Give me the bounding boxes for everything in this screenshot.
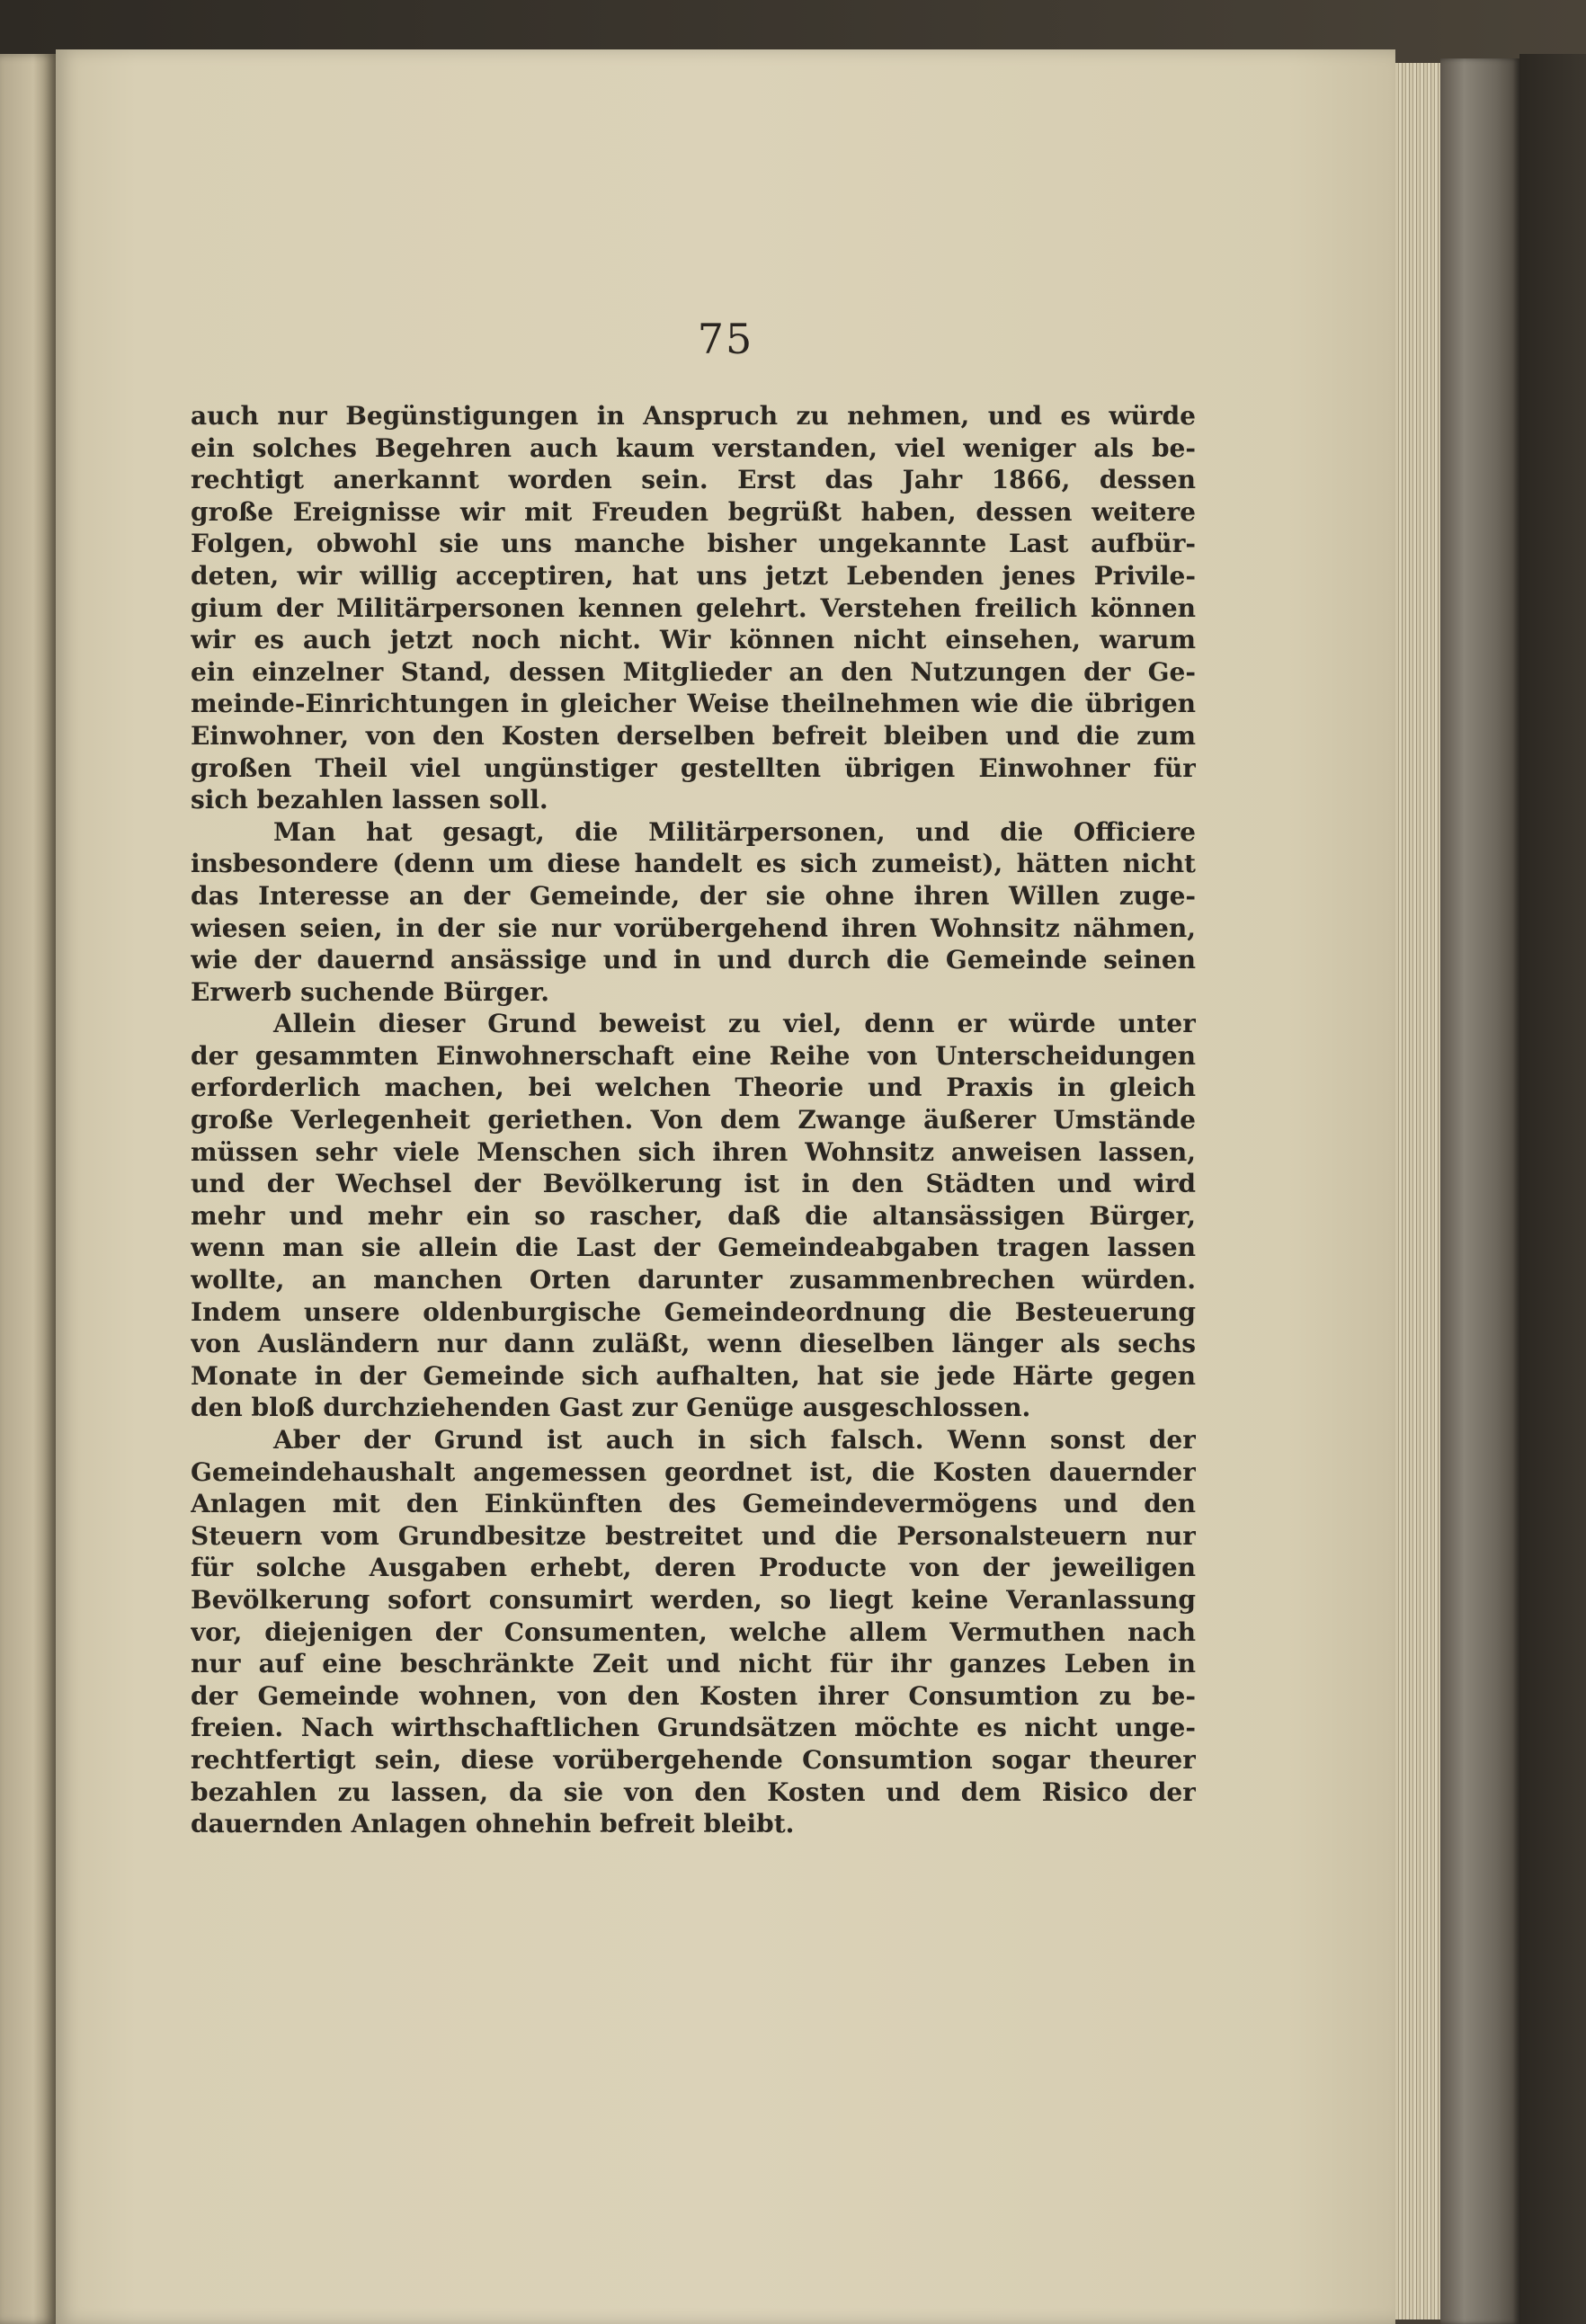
text-line: wir es auch jetzt noch nicht. Wir können nicht einsehen, warum xyxy=(191,625,1196,655)
text-line: Monate in der Gemeinde sich aufhalten, hat sie jede Härte gegen xyxy=(191,1360,1196,1391)
text-line: von Ausländern nur dann zuläßt, wenn dieselben länger als sechs xyxy=(191,1329,1196,1359)
text-line: sich bezahlen lassen soll. xyxy=(191,785,548,815)
text-line: Steuern vom Grundbesitze bestreitet und die Personalsteuern nur xyxy=(191,1520,1196,1551)
text-line: vor, diejenigen der Consumenten, welche allem Vermuthen nach xyxy=(191,1616,1196,1647)
text-line: bezahlen zu lassen, da sie von den Kosten und dem Risico der xyxy=(191,1776,1196,1807)
text-line: der gesammten Einwohnerschaft eine Reihe von Unterscheidungen xyxy=(191,1040,1196,1071)
book-cover-board xyxy=(1440,58,1519,2324)
text-line: müssen sehr viele Menschen sich ihren Wohnsitz anweisen lassen, xyxy=(191,1136,1196,1167)
text-line: Bevölkerung sofort consumirt werden, so liegt keine Veranlassung xyxy=(191,1584,1196,1615)
facing-page-edge xyxy=(0,54,56,2324)
text-line: Erwerb suchende Bürger. xyxy=(191,976,550,1007)
text-line: wiesen seien, in der sie nur vorübergehend ihren Wohnsitz nähmen, xyxy=(191,913,1196,943)
text-line: Man hat gesagt, die Militärpersonen, und die Officiere xyxy=(273,816,1196,847)
page-stack-edges xyxy=(1395,63,1440,2320)
text-line: Anlagen mit den Einkünften des Gemeindevermögens und den xyxy=(191,1489,1196,1519)
text-line: ein solches Begehren auch kaum verstanden, viel weniger als be- xyxy=(191,432,1196,463)
text-line: auch nur Begünstigungen in Anspruch zu nehmen, und es würde xyxy=(191,401,1196,431)
text-line: mehr und mehr ein so rascher, daß die altansässigen Bürger, xyxy=(191,1200,1196,1231)
text-line: erforderlich machen, bei welchen Theorie und Praxis in gleich xyxy=(191,1073,1196,1103)
text-line: Indem unsere oldenburgische Gemeindeordnung die Besteuerung xyxy=(191,1296,1196,1327)
text-line: wollte, an manchen Orten darunter zusammenbrechen würden. xyxy=(191,1265,1196,1296)
text-line: wie der dauernd ansässige und in und durch die Gemeinde seinen xyxy=(191,945,1196,975)
text-line: das Interesse an der Gemeinde, der sie ohne ihren Willen zuge- xyxy=(191,880,1196,911)
text-line: deten, wir willig acceptiren, hat uns jetzt Lebenden jenes Privile- xyxy=(191,560,1196,591)
text-line: Allein dieser Grund beweist zu viel, denn er würde unter xyxy=(273,1009,1196,1039)
text-line: dauernden Anlagen ohnehin befreit bleibt. xyxy=(191,1809,795,1839)
text-line: rechtfertigt sein, diese vorübergehende Consumtion sogar theurer xyxy=(191,1744,1196,1775)
text-line: Gemeindehaushalt angemessen geordnet ist, die Kosten dauernder xyxy=(191,1456,1196,1487)
text-line: ein einzelner Stand, dessen Mitglieder an den Nutzungen der Ge- xyxy=(191,656,1196,687)
text-line: für solche Ausgaben erhebt, deren Producte von der jeweiligen xyxy=(191,1553,1196,1583)
text-line: insbesondere (denn um diese handelt es sich zumeist), hätten nicht xyxy=(191,849,1196,879)
text-line: Aber der Grund ist auch in sich falsch. Wenn sonst der xyxy=(273,1425,1196,1455)
book-page xyxy=(56,49,1395,2324)
text-line: großen Theil viel ungünstiger gestellten übrigen Einwohner für xyxy=(191,752,1196,783)
text-line: Einwohner, von den Kosten derselben befreit bleiben und die zum xyxy=(191,720,1196,751)
text-line: der Gemeinde wohnen, von den Kosten ihrer Consumtion zu be- xyxy=(191,1680,1196,1711)
text-line: freien. Nach wirthschaftlichen Grundsätzen möchte es nicht unge- xyxy=(191,1713,1196,1743)
text-line: rechtigt anerkannt worden sein. Erst das Jahr 1866, dessen xyxy=(191,465,1196,495)
text-line: gium der Militärpersonen kennen gelehrt. Verstehen freilich können xyxy=(191,592,1196,623)
body-text xyxy=(191,400,1196,1840)
text-line: den bloß durchziehenden Gast zur Genüge ausgeschlossen. xyxy=(191,1393,1031,1423)
text-line: und der Wechsel der Bevölkerung ist in den Städten und wird xyxy=(191,1169,1196,1199)
text-line: große Verlegenheit geriethen. Von dem Zwange äußerer Umstände xyxy=(191,1105,1196,1135)
text-line: meinde-Einrichtungen in gleicher Weise theilnehmen wie die übrigen xyxy=(191,689,1196,719)
text-line: große Ereignisse wir mit Freuden begrüßt haben, dessen weitere xyxy=(191,496,1196,527)
text-line: Folgen, obwohl sie uns manche bisher ungekannte Last aufbür- xyxy=(191,529,1196,559)
text-line: wenn man sie allein die Last der Gemeindeabgaben tragen lassen xyxy=(191,1233,1196,1263)
page-number: 75 xyxy=(697,315,754,363)
text-line: nur auf eine beschränkte Zeit und nicht für ihr ganzes Leben in xyxy=(191,1649,1196,1679)
cover-shadow xyxy=(1519,54,1586,2324)
